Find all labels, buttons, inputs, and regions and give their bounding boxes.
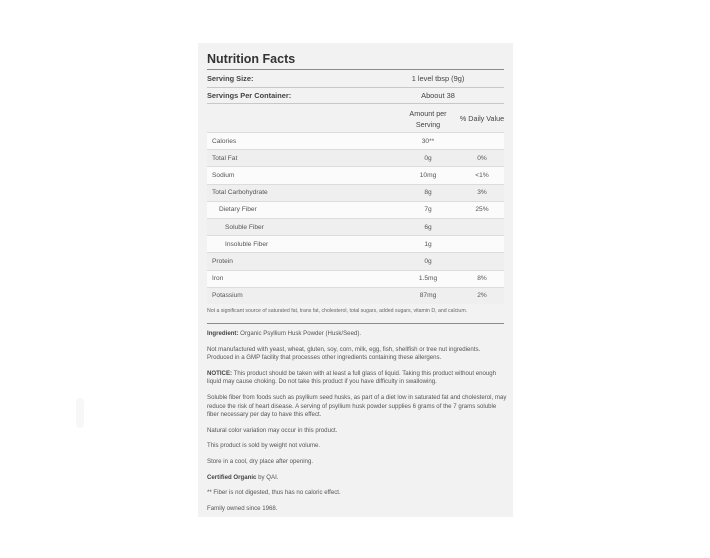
nutrient-amount: 10mg xyxy=(419,171,437,179)
nutrient-name: Protein xyxy=(212,257,233,265)
notice-label: NOTICE: xyxy=(207,369,233,377)
servings-per-container-value: Aboout 38 xyxy=(421,91,455,100)
nutrient-name: Total Fat xyxy=(212,154,238,162)
certified-organic-text: by QAI. xyxy=(256,473,279,481)
servings-per-container-label: Servings Per Container: xyxy=(207,91,292,100)
background-smudge xyxy=(76,398,84,428)
nutrient-name: Dietary Fiber xyxy=(219,206,257,214)
amount-header-line1: Amount per xyxy=(409,109,447,118)
nutrient-amount: 0g xyxy=(424,154,432,162)
amount-header-line2: Serving xyxy=(415,120,441,129)
serving-size-row xyxy=(207,69,504,86)
nutrient-row xyxy=(207,149,504,166)
notice-note xyxy=(207,370,507,387)
nutrient-row xyxy=(207,166,504,183)
ingredient-text: Organic Psyllium Husk Powder (Husk/Seed). xyxy=(238,330,362,337)
nutrient-row xyxy=(207,201,504,218)
nutrient-daily-value: 2% xyxy=(477,292,487,300)
soluble-fiber-note: Soluble fiber from foods such as psyllium seed husks, as part of a diet low in saturated fat and cholesterol, may reduce the risk of heart disease. A serving of psyllium husk powder supplies 6 grams of the 7 grams soluble fiber necessary per day to have this effect. xyxy=(207,393,507,419)
nutrient-row xyxy=(207,252,504,269)
nutrient-row xyxy=(207,218,504,235)
nutrient-amount: 8g xyxy=(424,189,432,197)
notice-text: This product should be taken with at least a full glass of liquid. Taking this product without enough liquid may cause choking. Do not take this product if you have difficulty in swallowing. xyxy=(207,369,497,386)
nutrient-row xyxy=(207,132,504,149)
nutrient-amount: 30** xyxy=(421,137,435,145)
product-notes xyxy=(207,330,507,517)
nutrient-name: Calories xyxy=(212,137,237,145)
nutrient-name: Sodium xyxy=(212,171,235,179)
storage-note: Store in a cool, dry place after opening. xyxy=(207,457,314,465)
fiber-caloric-note: ** Fiber is not digested, thus has no caloric effect. xyxy=(207,489,341,497)
nutrient-table xyxy=(207,132,504,304)
nutrient-name: Potassium xyxy=(212,292,243,300)
nutrient-daily-value: 0% xyxy=(477,154,487,162)
nutrient-amount: 87mg xyxy=(419,292,437,300)
column-headers xyxy=(207,106,504,133)
nutrient-name: Total Carbohydrate xyxy=(212,189,268,197)
ingredient-label: Ingredient: xyxy=(207,330,239,337)
nutrient-amount: 0g xyxy=(424,257,432,265)
nutrient-name: Soluble Fiber xyxy=(225,223,264,231)
nutrient-daily-value: <1% xyxy=(475,171,489,179)
nutrient-amount: 1g xyxy=(424,240,432,248)
nutrient-name: Iron xyxy=(212,275,224,283)
servings-per-container-row xyxy=(207,87,504,104)
nutrient-daily-value: 25% xyxy=(475,206,489,214)
nutrient-row xyxy=(207,270,504,287)
nutrient-daily-value: 3% xyxy=(477,189,487,197)
ingredient-note xyxy=(207,330,507,339)
serving-size-label: Serving Size: xyxy=(207,73,254,83)
nutrient-daily-value: 8% xyxy=(477,275,487,283)
amount-per-serving-header xyxy=(393,108,463,130)
nutrient-amount: 7g xyxy=(424,206,432,214)
allergen-note: Not manufactured with yeast, wheat, gluten, soy, corn, milk, egg, fish, shellfish or tree nut ingredients. Produced in a GMP facility that processes other ingredients containing these allergens. xyxy=(207,345,481,362)
serving-size-value: 1 level tbsp (9g) xyxy=(411,73,465,83)
not-significant-footnote: Not a significant source of saturated fat, trans fat, cholesterol, total sugars, added sugars, vitamin D, and calcium. xyxy=(207,308,468,314)
certified-organic-label: Certified Organic xyxy=(207,473,257,481)
nutrition-facts-panel xyxy=(198,43,513,517)
nutrition-facts-title: Nutrition Facts xyxy=(207,52,296,66)
family-owned-note: Family owned since 1968. xyxy=(207,504,278,512)
nutrient-amount: 1.5mg xyxy=(418,275,438,283)
nutrient-row xyxy=(207,184,504,201)
section-divider xyxy=(207,323,504,324)
weight-note: This product is sold by weight not volume. xyxy=(207,442,321,450)
daily-value-header: % Daily Value xyxy=(459,114,505,123)
nutrient-row xyxy=(207,287,504,304)
color-variation-note: Natural color variation may occur in this product. xyxy=(207,426,338,434)
nutrient-name: Insoluble Fiber xyxy=(225,240,269,248)
certified-organic-note xyxy=(207,474,507,483)
nutrient-row xyxy=(207,235,504,252)
nutrient-amount: 6g xyxy=(424,223,432,231)
